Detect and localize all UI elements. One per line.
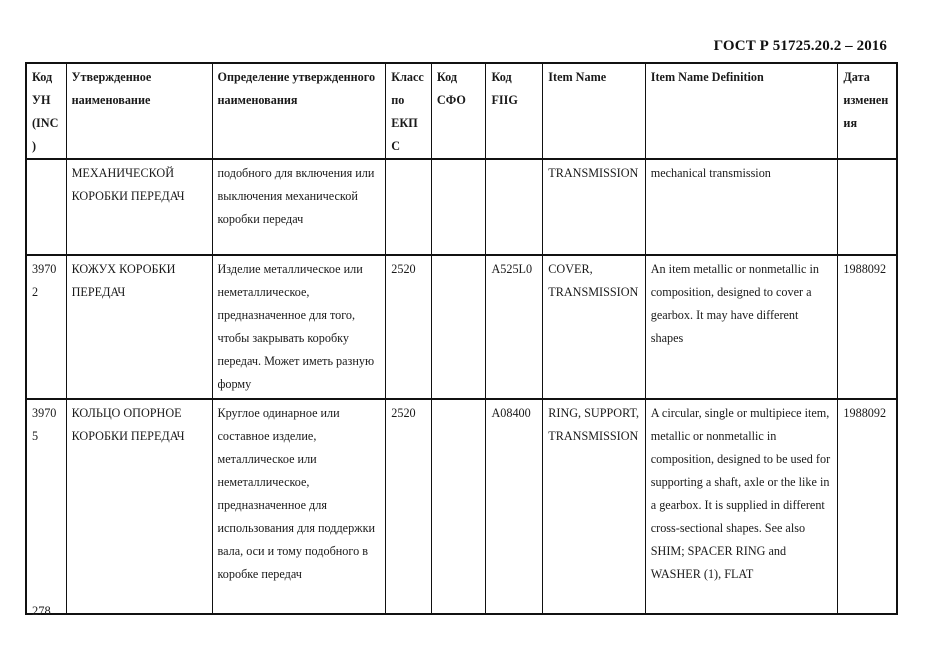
cell-fiig — [486, 159, 543, 255]
cell-inc: 39702 — [26, 255, 66, 399]
cell-definition: подобного для включения или выключения механической коробки передач — [212, 159, 386, 255]
table-row — [26, 399, 897, 614]
cell-name: КОЛЬЦО ОПОРНОЕ КОРОБКИ ПЕРЕДАЧ — [66, 399, 212, 614]
cell-item-definition: mechanical transmission — [645, 159, 838, 255]
classification-table — [25, 62, 898, 615]
header-fiig-code: Код FIIG — [486, 63, 543, 159]
cell-date: 1988092 — [838, 399, 897, 614]
cell-class — [386, 159, 432, 255]
cell-inc — [26, 159, 66, 255]
cell-sfo — [431, 255, 486, 399]
header-item-name: Item Name — [543, 63, 645, 159]
cell-item-name: TRANSMISSION — [543, 159, 645, 255]
cell-item-definition: An item metallic or nonmetallic in composition, designed to cover a gearbox. It may have different shapes — [645, 255, 838, 399]
cell-inc: 39705 — [26, 399, 66, 614]
header-sfo-code: Код СФО — [431, 63, 486, 159]
header-approved-name: Утвержденное наименование — [66, 63, 212, 159]
cell-definition: Круглое одинарное или составное изделие, металлическое или неметаллическое, предназначенное для использования для поддержки вала, оси и тому подобного в коробке передач — [212, 399, 386, 614]
table-row — [26, 255, 897, 399]
cell-fiig: A525L0 — [486, 255, 543, 399]
cell-class: 2520 — [386, 255, 432, 399]
cell-fiig: A08400 — [486, 399, 543, 614]
cell-date: 1988092 — [838, 255, 897, 399]
header-approved-definition: Определение утвержденного наименования — [212, 63, 386, 159]
header-ekps-class: Класс по ЕКПС — [386, 63, 432, 159]
cell-name: КОЖУХ КОРОБКИ ПЕРЕДАЧ — [66, 255, 212, 399]
table-header-row — [26, 63, 897, 159]
cell-item-name: COVER, TRANSMISSION — [543, 255, 645, 399]
cell-sfo — [431, 399, 486, 614]
standard-id-header: ГОСТ Р 51725.20.2 – 2016 — [713, 38, 887, 54]
table-row — [26, 159, 897, 255]
header-change-date: Дата изменения — [838, 63, 897, 159]
cell-item-name: RING, SUPPORT, TRANSMISSION — [543, 399, 645, 614]
page-number: 278 — [32, 604, 51, 618]
cell-item-definition: A circular, single or multipiece item, metallic or nonmetallic in composition, designed to be used for supporting a shaft, axle or the like in a gearbox. It is supplied in different cross-sectional shapes. See also SHIM; SPACER RING and WASHER (1), FLAT — [645, 399, 838, 614]
cell-definition: Изделие металлическое или неметаллическое, предназначенное для того, чтобы закрывать коробку передач. Может иметь разную форму — [212, 255, 386, 399]
cell-sfo — [431, 159, 486, 255]
header-item-name-definition: Item Name Definition — [645, 63, 838, 159]
cell-class: 2520 — [386, 399, 432, 614]
cell-date — [838, 159, 897, 255]
header-inc: Код УН (INC) — [26, 63, 66, 159]
cell-name: МЕХАНИЧЕСКОЙ КОРОБКИ ПЕРЕДАЧ — [66, 159, 212, 255]
